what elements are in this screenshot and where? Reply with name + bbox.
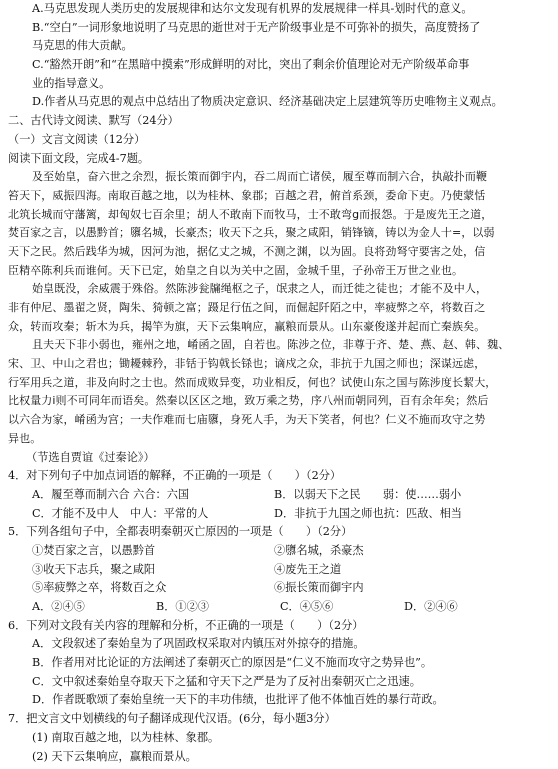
option: D．作者既歌颂了秦始皇统一天下的丰功伟绩，也批评了他不体恤百姓的暴行苛政。 <box>32 693 444 707</box>
question-7-items <box>8 729 548 766</box>
text-line: A.马克思发现人类历史的发展规律和达尔文发现有机界的发展规律一样具-划时代的意义。 <box>32 2 473 15</box>
passage-line: 比权量力i则不可同年而语矣。然秦以区区之地，致万乘之势，序八州而朝同列，百有余年矣；然后 <box>8 394 489 408</box>
text-line: B.“空白”一词形象地说明了马克思的逝世对于无产阶级事业是不可弥补的损失，高度赞扬了 <box>32 20 481 34</box>
option: A．文段叙述了秦始皇为了巩固政权采取对内镇压对外掠夺的措施。 <box>32 637 365 651</box>
passage-line: 及至始皇，奋六世之余烈，振长策而御宇内，吞二周而亡诸侯，履至尊而制六合，执敲扑而鞭 <box>32 170 488 184</box>
text-line: （一）文言文阅读（12分） <box>8 132 146 146</box>
option-row <box>8 486 548 505</box>
choice-option: B．①②③ <box>156 600 209 613</box>
sentence: ④废先王之道 <box>274 562 342 576</box>
question-5-sentences <box>8 542 548 598</box>
text-line: 阅读下面文段，完成4-7题。 <box>8 151 150 165</box>
question-5-stem: 5．下列各组句子中，全都表明秦朝灭亡原因的一项是（ ）（2分） <box>8 525 353 539</box>
translation-item: (1) 南取百越之地，以为桂林、象郡。 <box>32 730 220 744</box>
option: A．履至尊而制六合 六合：六国 <box>32 487 190 501</box>
passage-line: 宋、卫、中山之君也；锄耰棘矜，非铦于钩戟长铩也；谪戍之众，非抗于九国之师也；深谋远虑， <box>8 357 486 371</box>
passage-line: 焚百家之言，以愚黔首；隳名城，长豪杰；收天下之兵，聚之咸阳，销锋镝，铸以为金人十=，以弱 <box>8 226 495 240</box>
option: B．以弱天下之民 弱：使……弱小 <box>274 487 462 501</box>
text-line: 二、古代诗文阅读、默写（24分） <box>8 114 179 128</box>
passage-line: 北筑长城而守藩篱，却匈奴七百余里；胡人不敢南下而牧马，士不敢弯g而报怨。于是废先王之道， <box>8 207 493 221</box>
question-5-choices <box>8 598 548 617</box>
text-line: D.作者从马克思的观点中总结出了物质决定意识、经济基础决定上层建筑等历史唯物主义观点。 <box>32 95 503 109</box>
passage-line: 非有仲尼、墨翟之贤，陶朱、猗顿之富；蹑足行伍之间，而倔起阡陌之中，率疲弊之卒，将数百之 <box>8 301 486 314</box>
passage-line: 笞天下，威振四海。南取百越之地，以为桂林、象郡；百越之君，俯首系颈，委命下吏。乃使蒙恬 <box>8 188 486 202</box>
passage-line: 始皇既没，余威震于殊俗。然陈涉瓮牖绳枢之子，氓隶之人，而迁徙之徒也；才能不及中人， <box>32 282 488 296</box>
sentence: ②隳名城，杀豪杰 <box>274 543 364 557</box>
choice-option: A．②④⑤ <box>32 600 85 613</box>
sentence: ⑤率疲弊之卒，将数百之众 <box>32 581 167 595</box>
sentence: ⑥振长策而御宇内 <box>274 581 364 595</box>
passage-line: 异也。 <box>8 431 42 445</box>
passage-line: 且夫天下非小弱也，雍州之地，崤函之固，自若也。陈涉之位，非尊于齐、楚、燕、赵、韩、魏、 <box>32 338 510 352</box>
passage-line: 以六合为家，崤函为宫；一夫作难而七庙隳，身死人手，为天下笑者，何也？仁义不施而攻守之势 <box>8 413 486 427</box>
text-line: C.“豁然开朗”和“在黑暗中摸索”形成鲜明的对比，突出了剩余价值理论对无产阶级革命事 <box>32 58 470 72</box>
passage-line: 众，转而攻秦；斩木为兵，揭竿为旗，天下云集响应，赢粮而景从。山东豪俊遂并起而亡秦族矣。 <box>8 319 486 333</box>
translation-item: (2) 天下云集响应，赢粮而景从。 <box>32 749 197 763</box>
passage-source: （节选自贾谊《过秦论》） <box>26 450 155 464</box>
passage-line: 天下之民。然后践华为城，因河为池，据亿丈之城，不测之渊，以为固。良将劲弩守要害之处，信 <box>8 244 486 258</box>
choice-option: D．②④⑥ <box>404 600 458 613</box>
text-line: 马克思的伟大贡献。 <box>32 39 133 53</box>
question-3-options <box>8 0 548 168</box>
option: D．非抗于九国之师也抗：匹敌、相当 <box>274 506 462 520</box>
question-4-options <box>8 486 548 523</box>
option: B．作者用对比论证的方法阐述了秦朝灭亡的原因是“仁义不施而攻守之势异也”。 <box>32 656 433 670</box>
sentence: ①焚百家之言，以愚黔首 <box>32 543 156 557</box>
option: C．才能不及中人 中人：平常的人 <box>32 506 209 520</box>
question-6-stem: 6．下列对文段有关内容的理解和分析，不正确的一项是（ ）（2分） <box>8 618 364 632</box>
option: C．文中叙述秦始皇夺取天下之猛和守天下之严是为了反衬出秦朝灭亡之迅速。 <box>32 674 421 688</box>
question-4-stem: 4．对下列句子中加点词语的解释，不正确的一项是（ ）（2分） <box>8 469 342 483</box>
passage-line: 臣精卒陈利兵而谁何。天下已定，始皇之自以为关中之固，金城千里，子孙帝王万世之业也。 <box>8 263 464 277</box>
sentence: ③收天下志兵，聚之咸阳 <box>32 562 156 576</box>
option-row <box>8 505 548 524</box>
choice-option: C．④⑤⑥ <box>280 600 334 613</box>
question-7-stem: 7．把文言文中划横线的句子翻译成现代汉语。(6分，每小题3分） <box>8 712 336 726</box>
question-6-options <box>8 635 548 710</box>
sentence-row <box>8 561 548 580</box>
sentence-row <box>8 579 548 598</box>
passage-line: 行军用兵之道，非及向时之士也。然而成败异变，功业相反，何也？试使山东之国与陈涉度长絜大， <box>8 375 497 389</box>
sentence-row <box>8 542 548 561</box>
classical-passage <box>8 168 548 448</box>
text-line: 业的指导意义。 <box>32 76 111 90</box>
